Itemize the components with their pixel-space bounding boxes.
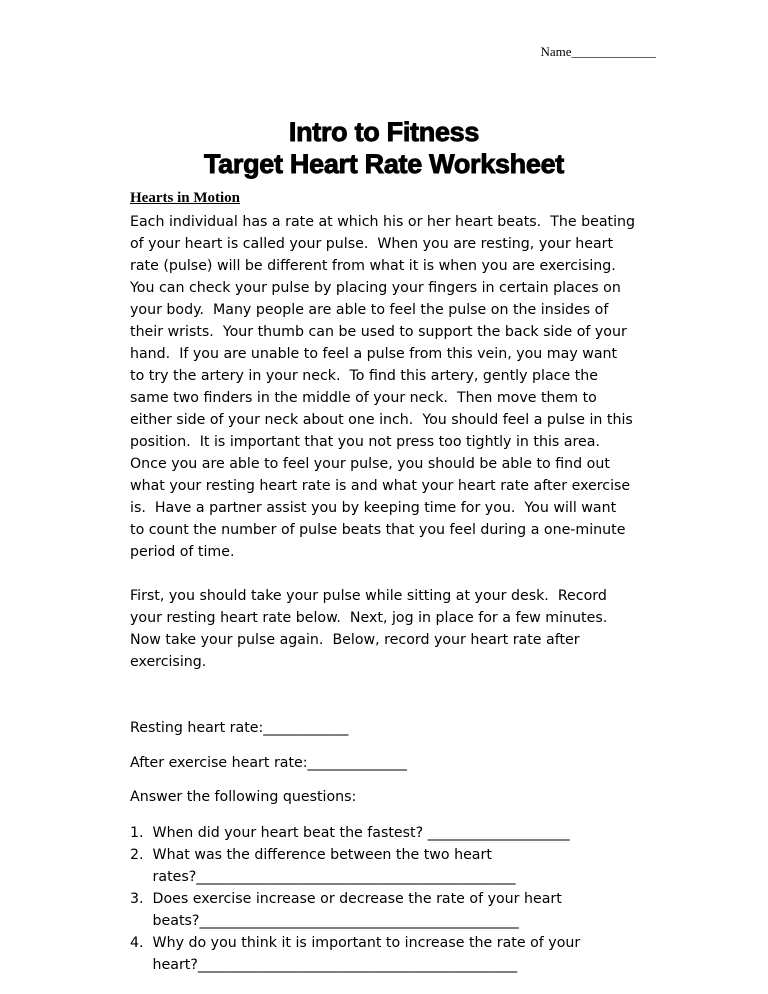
after-exercise-heart-rate-field: After exercise heart rate:______________ [130, 755, 407, 771]
question-item [130, 932, 580, 976]
text-line: same two finders in the middle of your neck. Then move them to [130, 390, 597, 406]
worksheet-title [0, 116, 768, 180]
text-line: Each individual has a rate at which his or her heart beats. The beating [130, 214, 636, 230]
paragraph-2 [130, 453, 630, 563]
title-line-2: Target Heart Rate Worksheet [203, 149, 564, 179]
question-line: 2. What was the difference between the two heart [130, 847, 492, 863]
question-item [130, 844, 580, 888]
text-line: Once you are able to feel your pulse, you should be able to find out [130, 456, 610, 472]
text-line: to count the number of pulse beats that you feel during a one-minute [130, 522, 626, 538]
question-item [130, 888, 580, 932]
text-line: Now take your pulse again. Below, record your heart rate after [130, 632, 580, 648]
question-line: beats?_____________________________________________ [130, 913, 519, 929]
text-line: You can check your pulse by placing your fingers in certain places on [130, 280, 621, 296]
resting-heart-rate-field: Resting heart rate:____________ [130, 720, 349, 736]
paragraph-1 [130, 211, 635, 453]
text-line: of your heart is called your pulse. When you are resting, your heart [130, 236, 614, 252]
question-line: rates?_____________________________________________ [130, 869, 516, 885]
section-heading: Hearts in Motion [130, 190, 240, 206]
text-line: period of time. [130, 544, 235, 560]
question-line: heart?_____________________________________________ [130, 957, 518, 973]
instructions: Answer the following questions: [130, 789, 357, 805]
text-line: is. Have a partner assist you by keeping time for you. You will want [130, 500, 617, 516]
question-item [130, 822, 580, 844]
text-line: First, you should take your pulse while sitting at your desk. Record [130, 588, 607, 604]
text-line: your body. Many people are able to feel the pulse on the insides of [130, 302, 609, 318]
question-line: 1. When did your heart beat the fastest? ____________________ [130, 825, 570, 841]
text-line: their wrists. Your thumb can be used to support the back side of your [130, 324, 627, 340]
text-line: what your resting heart rate is and what your heart rate after exercise [130, 478, 631, 494]
text-line: position. It is important that you not press too tightly in this area. [130, 434, 600, 450]
text-line: either side of your neck about one inch. You should feel a pulse in this [130, 412, 633, 428]
question-line: 3. Does exercise increase or decrease the rate of your heart [130, 891, 562, 907]
text-line: to try the artery in your neck. To find this artery, gently place the [130, 368, 598, 384]
text-line: rate (pulse) will be different from what it is when you are exercising. [130, 258, 616, 274]
question-line: 4. Why do you think it is important to increase the rate of your [130, 935, 581, 951]
text-line: exercising. [130, 654, 207, 670]
text-line: your resting heart rate below. Next, jog in place for a few minutes. [130, 610, 608, 626]
name-field: Name_____________ [540, 44, 656, 59]
text-line: hand. If you are unable to feel a pulse from this vein, you may want [130, 346, 618, 362]
paragraph-3 [130, 585, 607, 673]
question-list [130, 822, 580, 976]
title-line-1: Intro to Fitness [288, 117, 480, 147]
